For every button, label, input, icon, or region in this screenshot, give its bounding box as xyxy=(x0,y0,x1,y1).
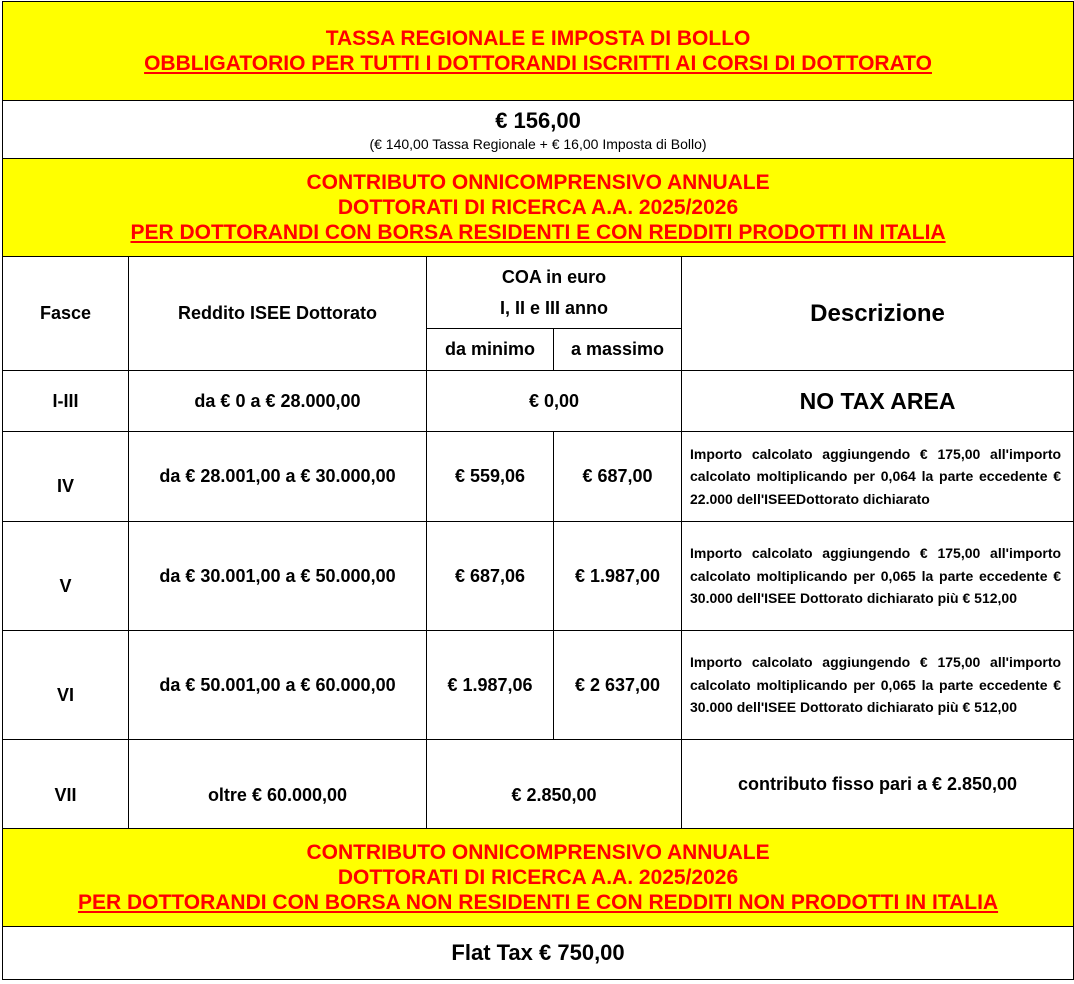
table-row xyxy=(3,522,1074,631)
resident-contribution-banner xyxy=(3,159,1074,257)
coa-cell: € 0,00 xyxy=(427,371,682,432)
description-cell: contributo fisso pari a € 2.850,00 xyxy=(682,740,1074,829)
fee-table xyxy=(2,1,1074,980)
non-resident-banner-line1: CONTRIBUTO ONNICOMPRENSIVO ANNUALE xyxy=(306,841,770,864)
header-descrizione: Descrizione xyxy=(682,257,1074,371)
description-cell xyxy=(682,432,1074,522)
resident-banner-line2: DOTTORATI DI RICERCA A.A. 2025/2026 xyxy=(337,196,739,219)
flat-tax-cell: Flat Tax € 750,00 xyxy=(3,927,1074,980)
fascia-cell: IV xyxy=(3,432,129,522)
header-da-minimo: da minimo xyxy=(427,329,554,371)
coa-min-cell: € 1.987,06 xyxy=(427,631,554,740)
regional-tax-title: TASSA REGIONALE E IMPOSTA DI BOLLO xyxy=(325,27,751,50)
coa-min-cell: € 559,06 xyxy=(427,432,554,522)
description-cell xyxy=(682,522,1074,631)
description-text: Importo calcolato aggiungendo € 175,00 all'importo calcolato moltiplicando per 0,065 la parte eccedente € 30.000 dell'ISEE Dottorato dichiarato più € 512,00 xyxy=(690,545,1062,607)
coa-min-cell: € 687,06 xyxy=(427,522,554,631)
regional-fee-amount: € 156,00 xyxy=(495,107,581,133)
fascia-cell: V xyxy=(3,522,129,631)
coa-max-cell: € 687,00 xyxy=(554,432,682,522)
fascia-cell: VII xyxy=(3,740,129,829)
regional-fee-cell xyxy=(3,101,1074,159)
reddito-cell: da € 30.001,00 a € 50.000,00 xyxy=(129,522,427,631)
description-cell xyxy=(682,631,1074,740)
table-row xyxy=(3,432,1074,522)
regional-tax-banner xyxy=(3,2,1074,101)
coa-max-cell: € 1.987,00 xyxy=(554,522,682,631)
resident-banner-line1: CONTRIBUTO ONNICOMPRENSIVO ANNUALE xyxy=(306,171,770,194)
description-cell: NO TAX AREA xyxy=(682,371,1074,432)
header-a-massimo: a massimo xyxy=(554,329,682,371)
reddito-cell: da € 50.001,00 a € 60.000,00 xyxy=(129,631,427,740)
resident-banner-line3: PER DOTTORANDI CON BORSA RESIDENTI E CON REDDITI PRODOTTI IN ITALIA xyxy=(130,221,946,244)
header-coa-line1: COA in euro xyxy=(501,266,607,287)
coa-max-cell: € 2 637,00 xyxy=(554,631,682,740)
reddito-cell: oltre € 60.000,00 xyxy=(129,740,427,829)
header-fasce: Fasce xyxy=(3,257,129,371)
non-resident-contribution-banner xyxy=(3,829,1074,927)
coa-cell: € 2.850,00 xyxy=(427,740,682,829)
reddito-cell: da € 0 a € 28.000,00 xyxy=(129,371,427,432)
table-row xyxy=(3,371,1074,432)
header-coa-line2: I, II e III anno xyxy=(499,297,609,318)
description-text: Importo calcolato aggiungendo € 175,00 all'importo calcolato moltiplicando per 0,065 la parte eccedente € 30.000 dell'ISEE Dottorato dichiarato più € 512,00 xyxy=(690,654,1062,716)
non-resident-banner-line3: PER DOTTORANDI CON BORSA NON RESIDENTI E CON REDDITI NON PRODOTTI IN ITALIA xyxy=(77,891,999,914)
description-text: Importo calcolato aggiungendo € 175,00 all'importo calcolato moltiplicando per 0,064 la parte eccedente € 22.000 dell'ISEEDottorato dichiarato xyxy=(690,445,1062,507)
regional-fee-breakdown: (€ 140,00 Tassa Regionale + € 16,00 Imposta di Bollo) xyxy=(369,135,707,152)
header-coa xyxy=(427,257,682,329)
non-resident-banner-line2: DOTTORATI DI RICERCA A.A. 2025/2026 xyxy=(337,866,739,889)
reddito-cell: da € 28.001,00 a € 30.000,00 xyxy=(129,432,427,522)
table-row xyxy=(3,631,1074,740)
fascia-cell: I-III xyxy=(3,371,129,432)
header-reddito: Reddito ISEE Dottorato xyxy=(129,257,427,371)
fascia-cell: VI xyxy=(3,631,129,740)
regional-tax-subtitle: OBBLIGATORIO PER TUTTI I DOTTORANDI ISCRITTI AI CORSI DI DOTTORATO xyxy=(144,52,932,75)
table-row xyxy=(3,740,1074,829)
